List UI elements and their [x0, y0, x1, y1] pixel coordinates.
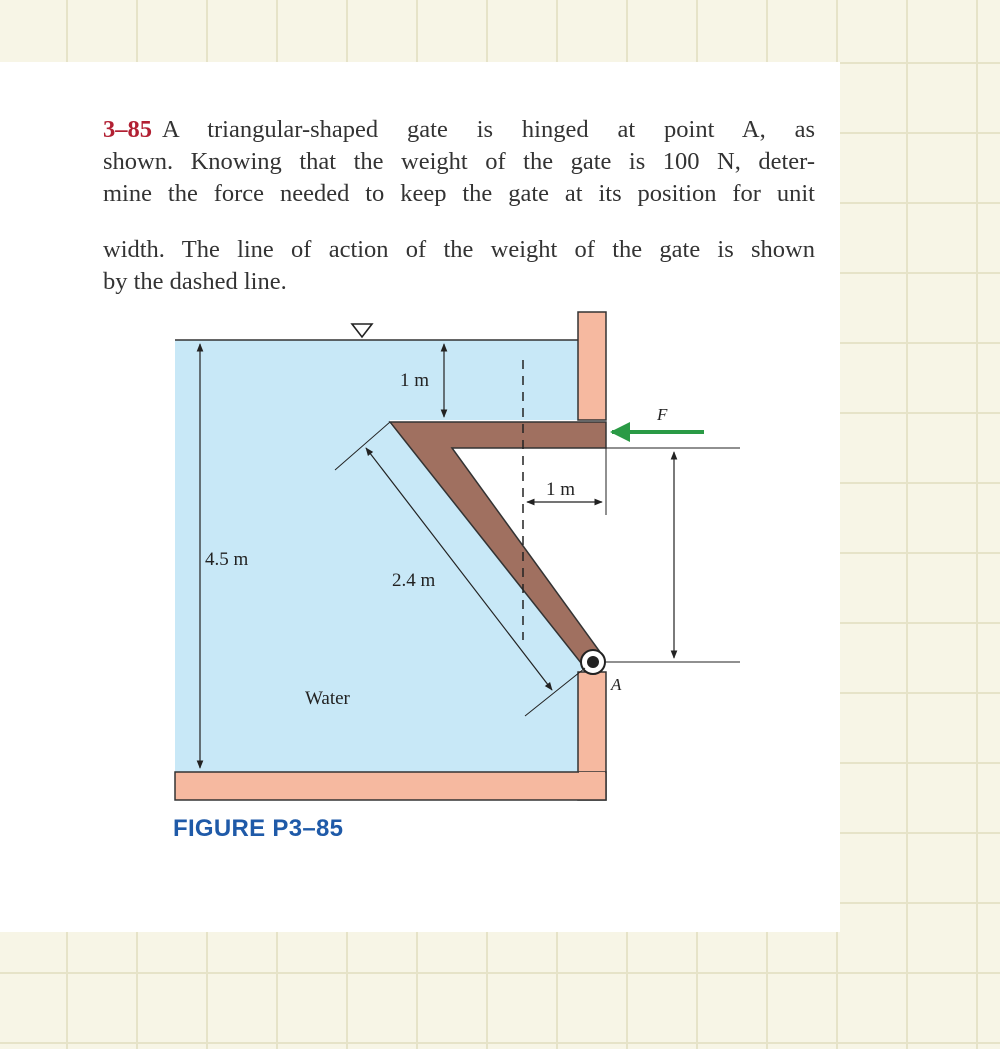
upper-wall — [578, 312, 606, 420]
hinge-label: A — [611, 675, 622, 694]
gate-length-label: 2.4 m — [392, 570, 436, 591]
fluid-label: Water — [305, 688, 350, 709]
force-label: F — [657, 405, 668, 424]
problem-number: 3–85 — [103, 116, 152, 143]
figure-caption: FIGURE P3–85 — [173, 815, 344, 842]
problem-line-1: A triangular-shaped gate is hinged at point A, as — [162, 116, 815, 143]
problem-line-2: shown. Knowing that the weight of the gate is 100 N, deter- — [103, 148, 815, 175]
free-surface-icon — [352, 324, 372, 337]
problem-line-5: by the dashed line. — [103, 268, 287, 295]
problem-line-4: width. The line of action of the weight of the gate is shown — [103, 236, 815, 263]
weight-offset-label: 1 m — [546, 479, 576, 500]
top-gap-label: 1 m — [400, 370, 430, 391]
problem-line-3: mine the force needed to keep the gate at its position for unit — [103, 180, 815, 207]
floor — [175, 772, 606, 800]
depth-label: 4.5 m — [205, 549, 249, 570]
